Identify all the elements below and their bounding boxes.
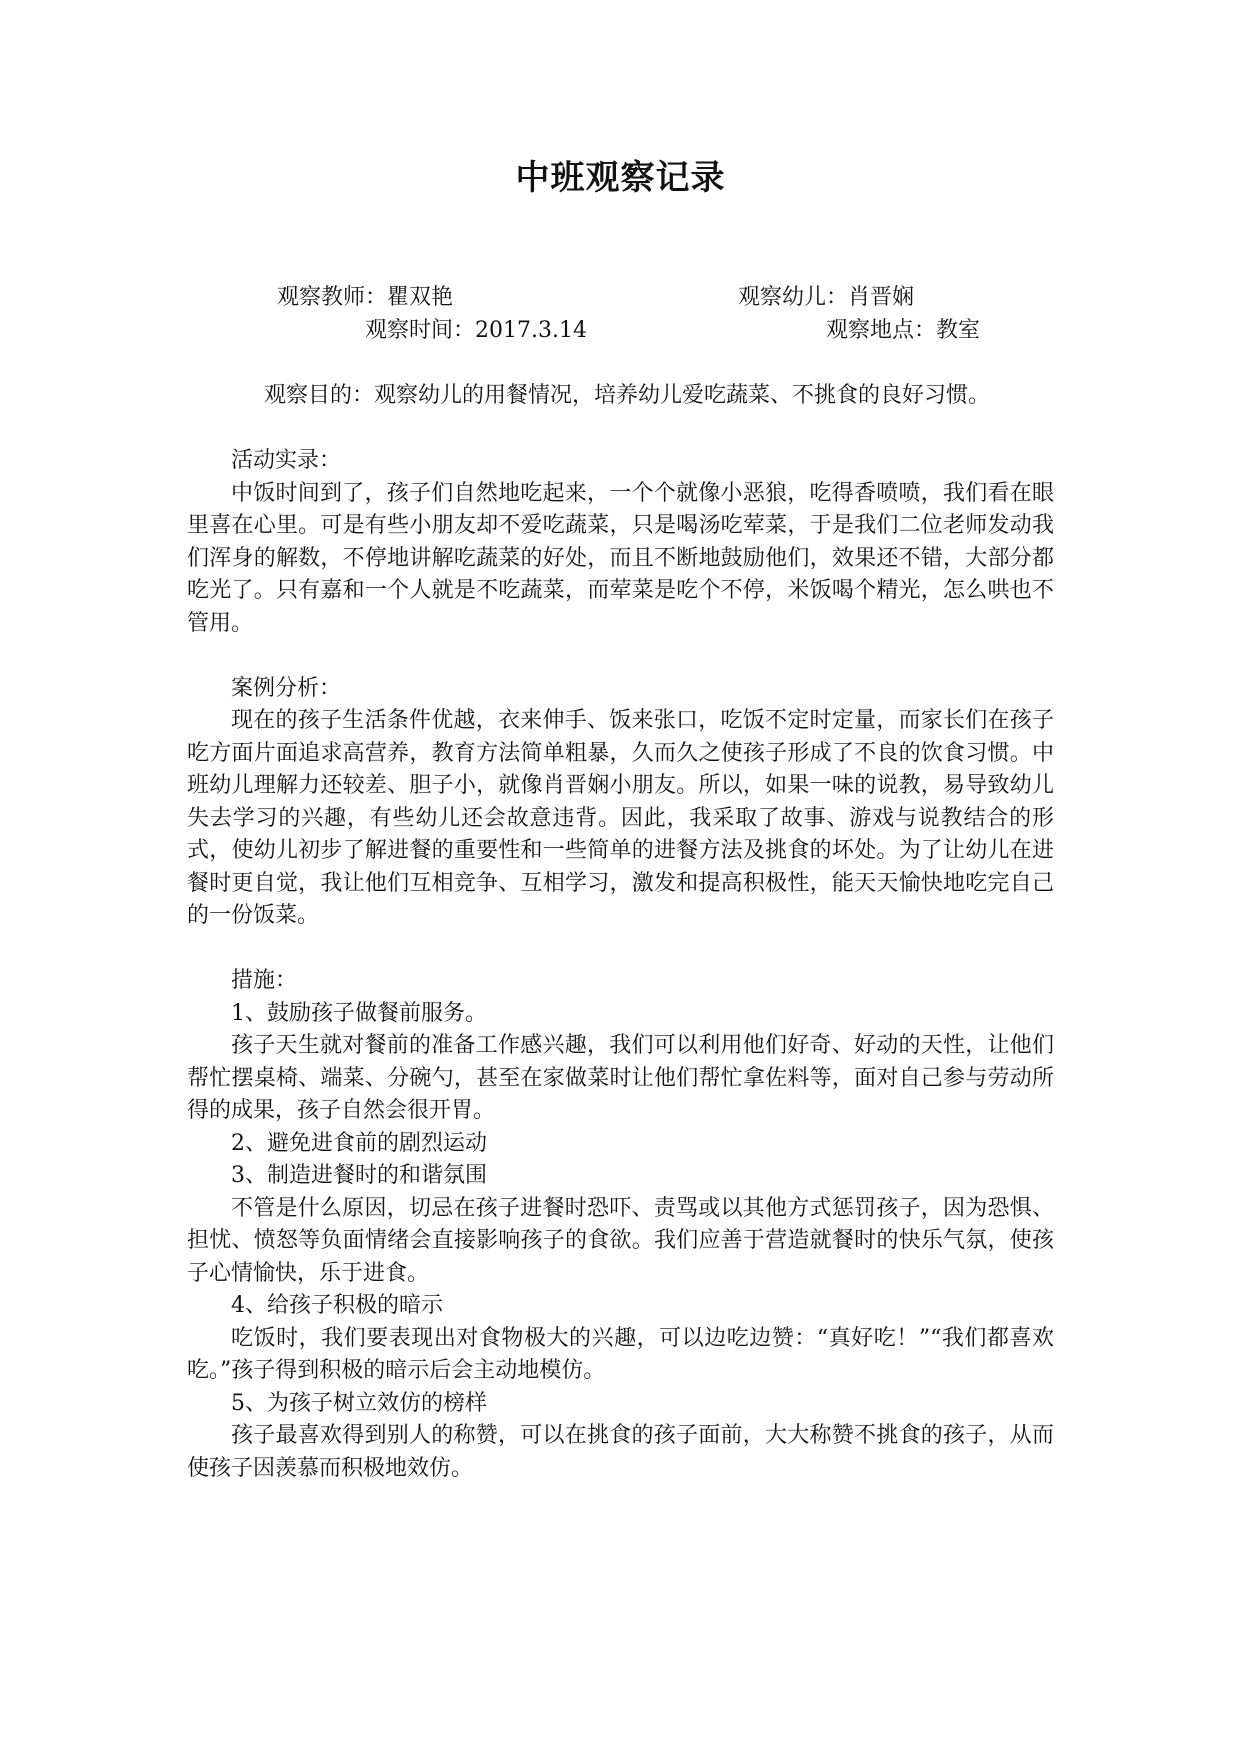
analysis-paragraph: 现在的孩子生活条件优越，衣来伸手、饭来张口，吃饭不定时定量，而家长们在孩子吃方面片面追求高营养，教育方法简单粗暴，久而久之使孩子形成了不良的饮食习惯。中班幼儿理解力还较差、胆子小，就像肖晋娴小朋友。所以，如果一味的说教，易导致幼儿失去学习的兴趣，有些幼儿还会故意违背。因此，我采取了故事、游戏与说教结合的形式，使幼儿初步了解进餐的重要性和一些简单的进餐方法及挑食的坏处。为了让幼儿在进餐时更自觉，我让他们互相竞争、互相学习，激发和提高积极性，能天天愉快地吃完自己的一份饭菜。 — [187, 708, 1054, 928]
measure-item-3-text: 不管是什么原因，切忌在孩子进餐时恐吓、责骂或以其他方式惩罚孩子，因为恐惧、担忧、愤怒等负面情绪会直接影响孩子的食欲。我们应善于营造就餐时的快乐气氛，使孩子心情愉快，乐于进食。 — [187, 1195, 1054, 1286]
measure-item-1-text: 孩子天生就对餐前的准备工作感兴趣，我们可以利用他们好奇、好动的天性，让他们帮忙摆桌椅、端菜、分碗勺，甚至在家做菜时让他们帮忙拿佐料等，面对自己参与劳动所得的成果，孩子自然会很开胃。 — [187, 1033, 1054, 1123]
spacer — [187, 933, 1054, 966]
measure-item-2: 2、避免进食前的剧烈运动 — [231, 1130, 487, 1156]
observed-child: 观察幼儿：肖晋娴 — [738, 285, 915, 310]
observation-time: 观察时间：2017.3.14 — [365, 318, 587, 343]
measure-item-3: 3、制造进餐时的和谐氛围 — [231, 1163, 487, 1188]
analysis-heading: 案例分析： — [231, 675, 342, 701]
measure-item-5: 5、为孩子树立效仿的榜样 — [231, 1390, 487, 1416]
measure-item-1: 1、鼓励孩子做餐前服务。 — [231, 1000, 487, 1026]
document-body — [187, 380, 1054, 1485]
measures-heading: 措施： — [231, 968, 298, 993]
measure-item-4-text: 吃饭时，我们要表现出对食物极大的兴趣，可以边吃边赞：“真好吃！”“我们都喜欢吃。”孩子得到积极的暗示后会主动地模仿。 — [187, 1325, 1054, 1383]
record-heading: 活动实录： — [231, 448, 342, 473]
purpose-paragraph: 观察目的：观察幼儿的用餐情况，培养幼儿爱吃蔬菜、不挑食的良好习惯。 — [264, 383, 991, 408]
record-paragraph: 中饭时间到了，孩子们自然地吃起来，一个个就像小恶狼，吃得香喷喷，我们看在眼里喜在心里。可是有些小朋友却不爱吃蔬菜，只是喝汤吃荤菜，于是我们二位老师发动我们浑身的解数，不停地讲解吃蔬菜的好处，而且不断地鼓励他们，效果还不错，大部分都吃光了。只有嘉和一个人就是不吃蔬菜，而荤菜是吃个不停，米饭喝个精光，怎么哄也不管用。 — [187, 480, 1054, 636]
spacer — [187, 413, 1054, 446]
spacer — [187, 640, 1054, 673]
measure-item-4: 4、给孩子积极的暗示 — [231, 1293, 443, 1318]
observer-teacher: 观察教师：瞿双艳 — [277, 285, 454, 310]
measure-item-5-text: 孩子最喜欢得到别人的称赞，可以在挑食的孩子面前，大大称赞不挑食的孩子，从而使孩子因羡慕而积极地效仿。 — [187, 1423, 1054, 1481]
observation-place: 观察地点：教室 — [826, 318, 981, 343]
document-title: 中班观察记录 — [515, 158, 726, 198]
